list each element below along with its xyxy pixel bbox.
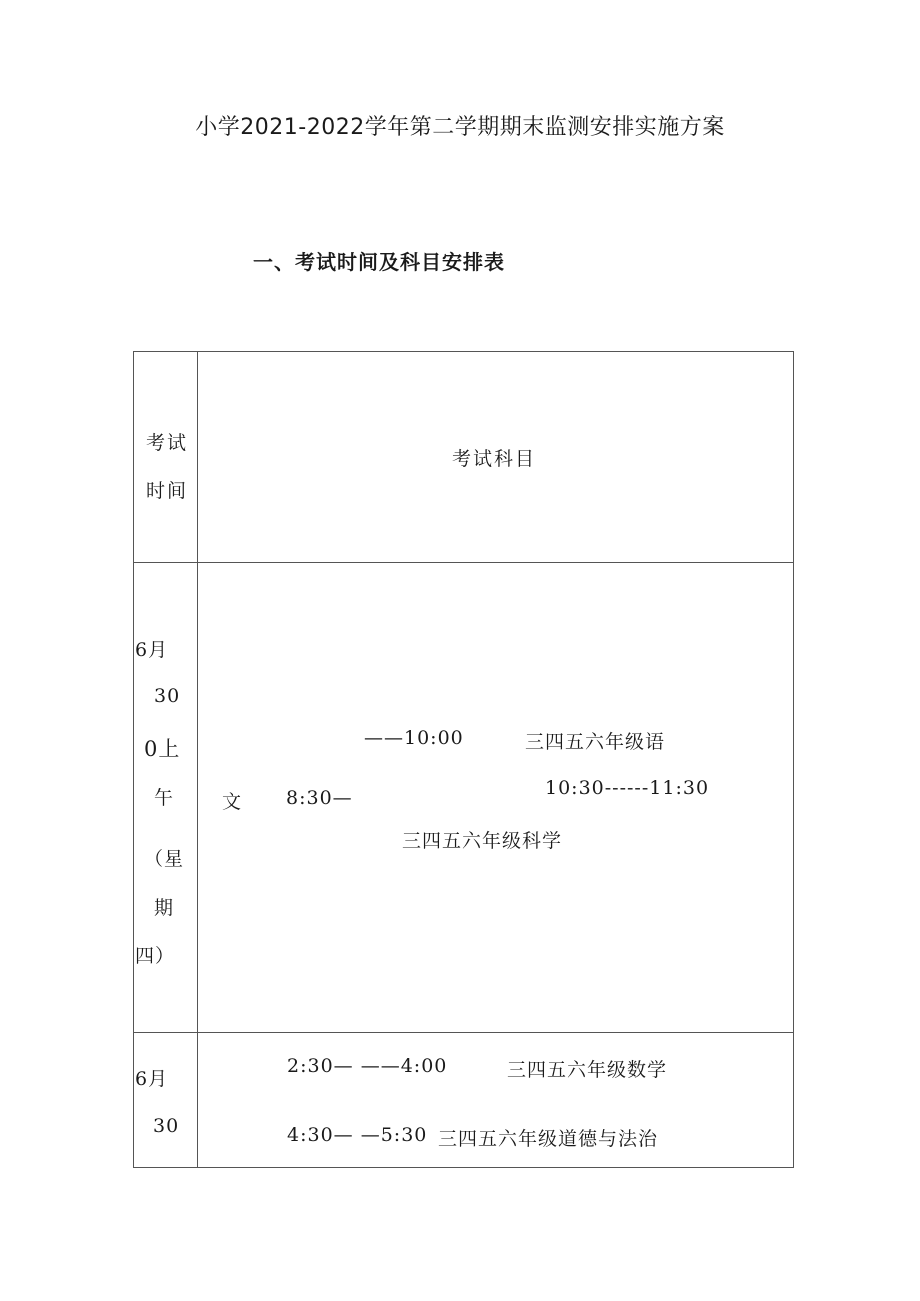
- row1-subject-science: 三四五六年级科学: [402, 830, 563, 852]
- row1-subject-chinese: 三四五六年级语: [525, 731, 666, 753]
- document-title: 小学2021-2022学年第二学期期末监测安排实施方案: [195, 115, 725, 140]
- row1-time-line: （星: [144, 848, 185, 870]
- row1-subject-chinese-cont: 文: [222, 791, 243, 813]
- row2-time-line: 6月: [135, 1068, 169, 1090]
- row-divider: [133, 1032, 793, 1033]
- row1-time-line: 30: [154, 685, 181, 707]
- row1-time-line: 期: [154, 897, 175, 919]
- row2-slot1-subject: 三四五六年级数学: [507, 1059, 668, 1081]
- row2-slot1-time: 2:30— ——4:00: [287, 1055, 448, 1077]
- row1-time-line: 四）: [135, 945, 176, 967]
- row2-slot2-subject: 三四五六年级道德与法治: [438, 1128, 659, 1150]
- column-divider: [197, 351, 198, 1167]
- table-outline: [133, 351, 794, 1168]
- row1-time-line: 午: [154, 787, 175, 809]
- row1-science-time: 10:30------11:30: [545, 777, 710, 799]
- header-time-label-line2: 时间: [146, 480, 189, 502]
- header-subject-label: 考试科目: [452, 448, 537, 470]
- row1-start-time: 8:30—: [286, 787, 353, 809]
- row1-time-line: 0上: [144, 737, 181, 761]
- row-divider: [133, 562, 793, 563]
- row2-time-line: 30: [153, 1115, 180, 1137]
- row1-end-time: ——10:00: [364, 727, 464, 749]
- section-heading: 一、考试时间及科目安排表: [253, 250, 505, 274]
- header-time-label-line1: 考试: [146, 432, 189, 454]
- row2-slot2-time: 4:30— —5:30: [287, 1124, 428, 1146]
- row1-time-line: 6月: [135, 639, 169, 661]
